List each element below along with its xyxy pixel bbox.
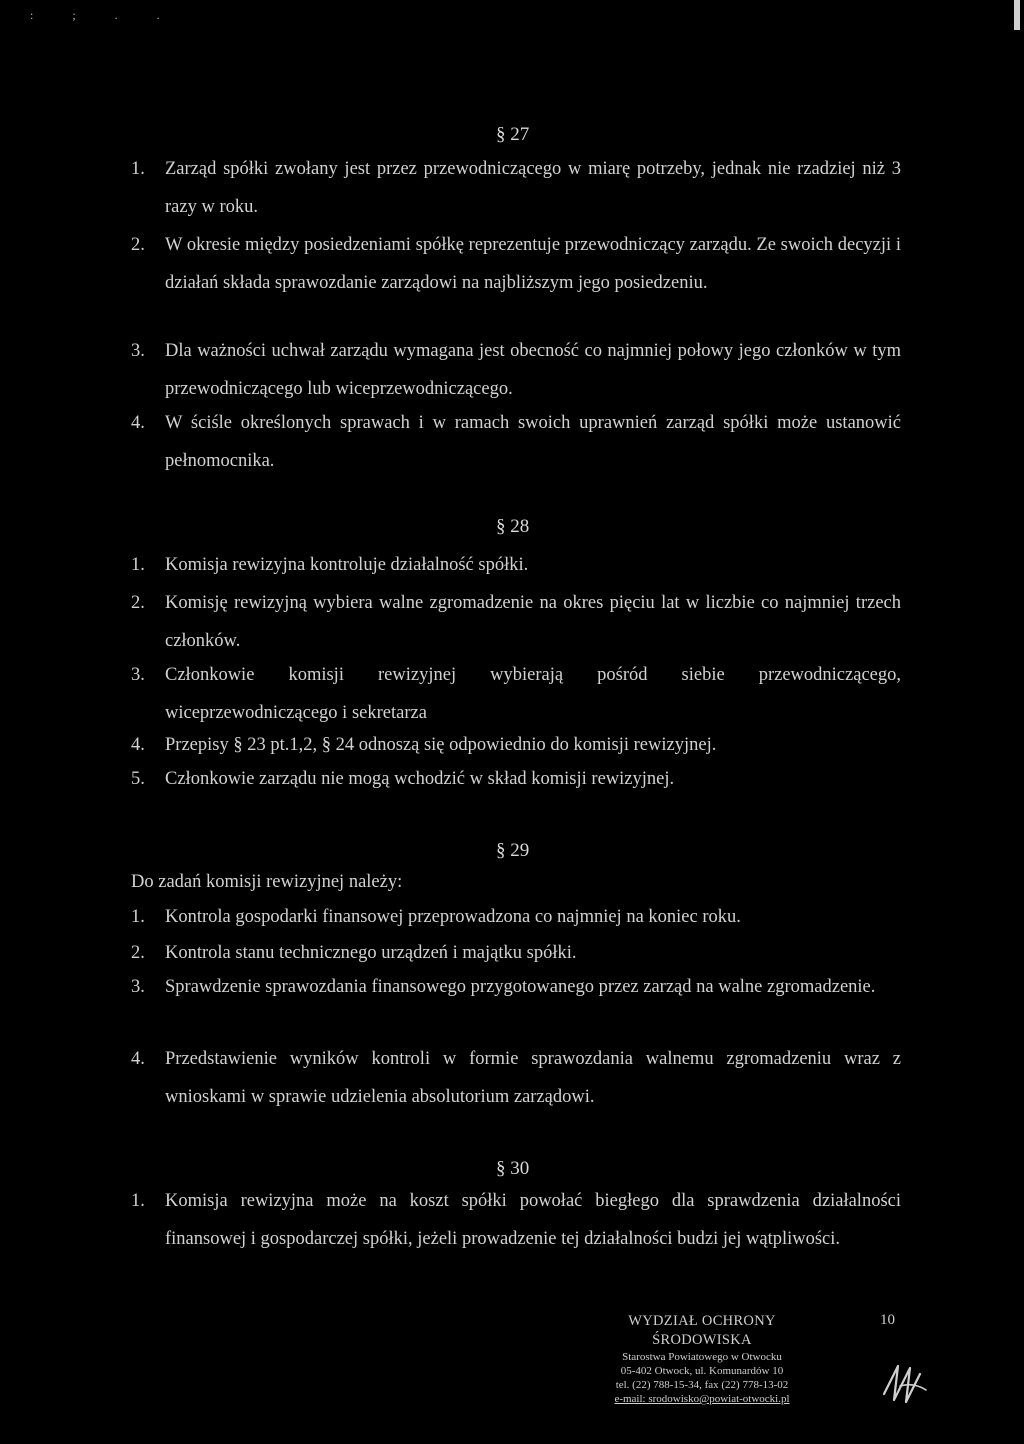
stamp-line: Starostwa Powiatowego w Otwocku — [622, 1351, 782, 1363]
item-text: Komisja rewizyjna może na koszt spółki powołać biegłego dla sprawdzenia działalności finansowej i gospodarczej spółki, jeżeli prowadzenie tej działalności budzi jej wątpliwości. — [165, 1191, 901, 1249]
item-text: Członkowie komisji rewizyjnej wybierają pośród siebie przewodniczącego, wiceprzewodniczącego i sekretarza — [165, 665, 901, 723]
list-item — [131, 546, 901, 584]
item-number: 4. — [131, 1049, 145, 1069]
stamp-line: tel. (22) 788-15-34, fax (22) 778-13-02 — [615, 1379, 789, 1391]
item-text: Komisja rewizyjna kontroluje działalność spółki. — [165, 555, 529, 575]
item-text: W okresie między posiedzeniami spółkę reprezentuje przewodniczący zarządu. Ze swoich decyzji i działań składa sprawozdanie zarządowi na najbliższym jego posiedzeniu. — [165, 235, 901, 293]
item-text: W ściśle określonych sprawach i w ramach swoich uprawnień zarząd spółki może ustanowić pełnomocnika. — [165, 413, 901, 471]
item-number: 2. — [131, 593, 145, 613]
stamp-line: 05-402 Otwock, ul. Komunardów 10 — [620, 1365, 784, 1377]
item-number: 1. — [131, 555, 145, 575]
stamp-line: WYDZIAŁ OCHRONY — [628, 1313, 776, 1329]
section-heading: § 30 — [496, 1158, 530, 1179]
item-number: 4. — [131, 735, 145, 755]
list-item — [131, 760, 901, 798]
item-text: Członkowie zarządu nie mogą wchodzić w skład komisji rewizyjnej. — [165, 769, 675, 789]
item-number: 1. — [131, 159, 145, 179]
item-number: 4. — [131, 413, 145, 433]
list-item — [131, 404, 901, 480]
section-heading: § 28 — [496, 516, 530, 537]
list-item — [131, 332, 901, 408]
item-text: Przepisy § 23 pt.1,2, § 24 odnoszą się odpowiednio do komisji rewizyjnej. — [165, 735, 717, 755]
list-item — [131, 1040, 901, 1116]
stamp-line: e-mail: srodowisko@powiat-otwocki.pl — [614, 1393, 790, 1405]
section-heading: § 27 — [496, 124, 530, 145]
item-number: 5. — [131, 769, 145, 789]
item-text: Dla ważności uchwał zarządu wymagana jest obecność co najmniej połowy jego członków w tym przewodniczącego lub wiceprzewodniczącego. — [165, 341, 901, 399]
section-intro: Do zadań komisji rewizyjnej należy: — [131, 872, 403, 892]
list-item — [131, 934, 901, 972]
list-item — [131, 1182, 901, 1258]
item-text: Zarząd spółki zwołany jest przez przewodniczącego w miarę potrzeby, jednak nie rzadziej niż 3 razy w roku. — [165, 159, 901, 217]
item-number: 3. — [131, 977, 145, 997]
item-text: Przedstawienie wyników kontroli w formie sprawozdania walnemu zgromadzeniu wraz z wnioskami w sprawie udzielenia absolutorium zarządowi. — [165, 1049, 901, 1107]
item-text: Kontrola stanu technicznego urządzeń i majątku spółki. — [165, 943, 577, 963]
item-number: 1. — [131, 1191, 145, 1211]
item-text: Kontrola gospodarki finansowej przeprowadzona co najmniej na koniec roku. — [165, 907, 741, 927]
item-text: Sprawdzenie sprawozdania finansowego przygotowanego przez zarząd na walne zgromadzenie. — [165, 977, 876, 997]
item-number: 3. — [131, 665, 145, 685]
list-item — [131, 656, 901, 732]
item-number: 3. — [131, 341, 145, 361]
list-item — [131, 898, 901, 936]
list-item — [131, 726, 901, 764]
item-number: 2. — [131, 235, 145, 255]
item-number: 2. — [131, 943, 145, 963]
list-item — [131, 584, 901, 660]
list-item — [131, 150, 901, 226]
signature-mark — [880, 1356, 930, 1412]
list-item — [131, 226, 901, 302]
item-number: 1. — [131, 907, 145, 927]
page-number: 10 — [880, 1312, 895, 1328]
scan-specks: : ; . . — [30, 8, 178, 22]
section-heading: § 29 — [496, 840, 530, 861]
list-item — [131, 968, 901, 1006]
stamp-line: ŚRODOWISKA — [652, 1332, 752, 1348]
item-text: Komisję rewizyjną wybiera walne zgromadzenie na okres pięciu lat w liczbie co najmniej trzech członków. — [165, 593, 901, 651]
scan-edge — [1014, 0, 1020, 30]
office-stamp — [582, 1312, 822, 1406]
